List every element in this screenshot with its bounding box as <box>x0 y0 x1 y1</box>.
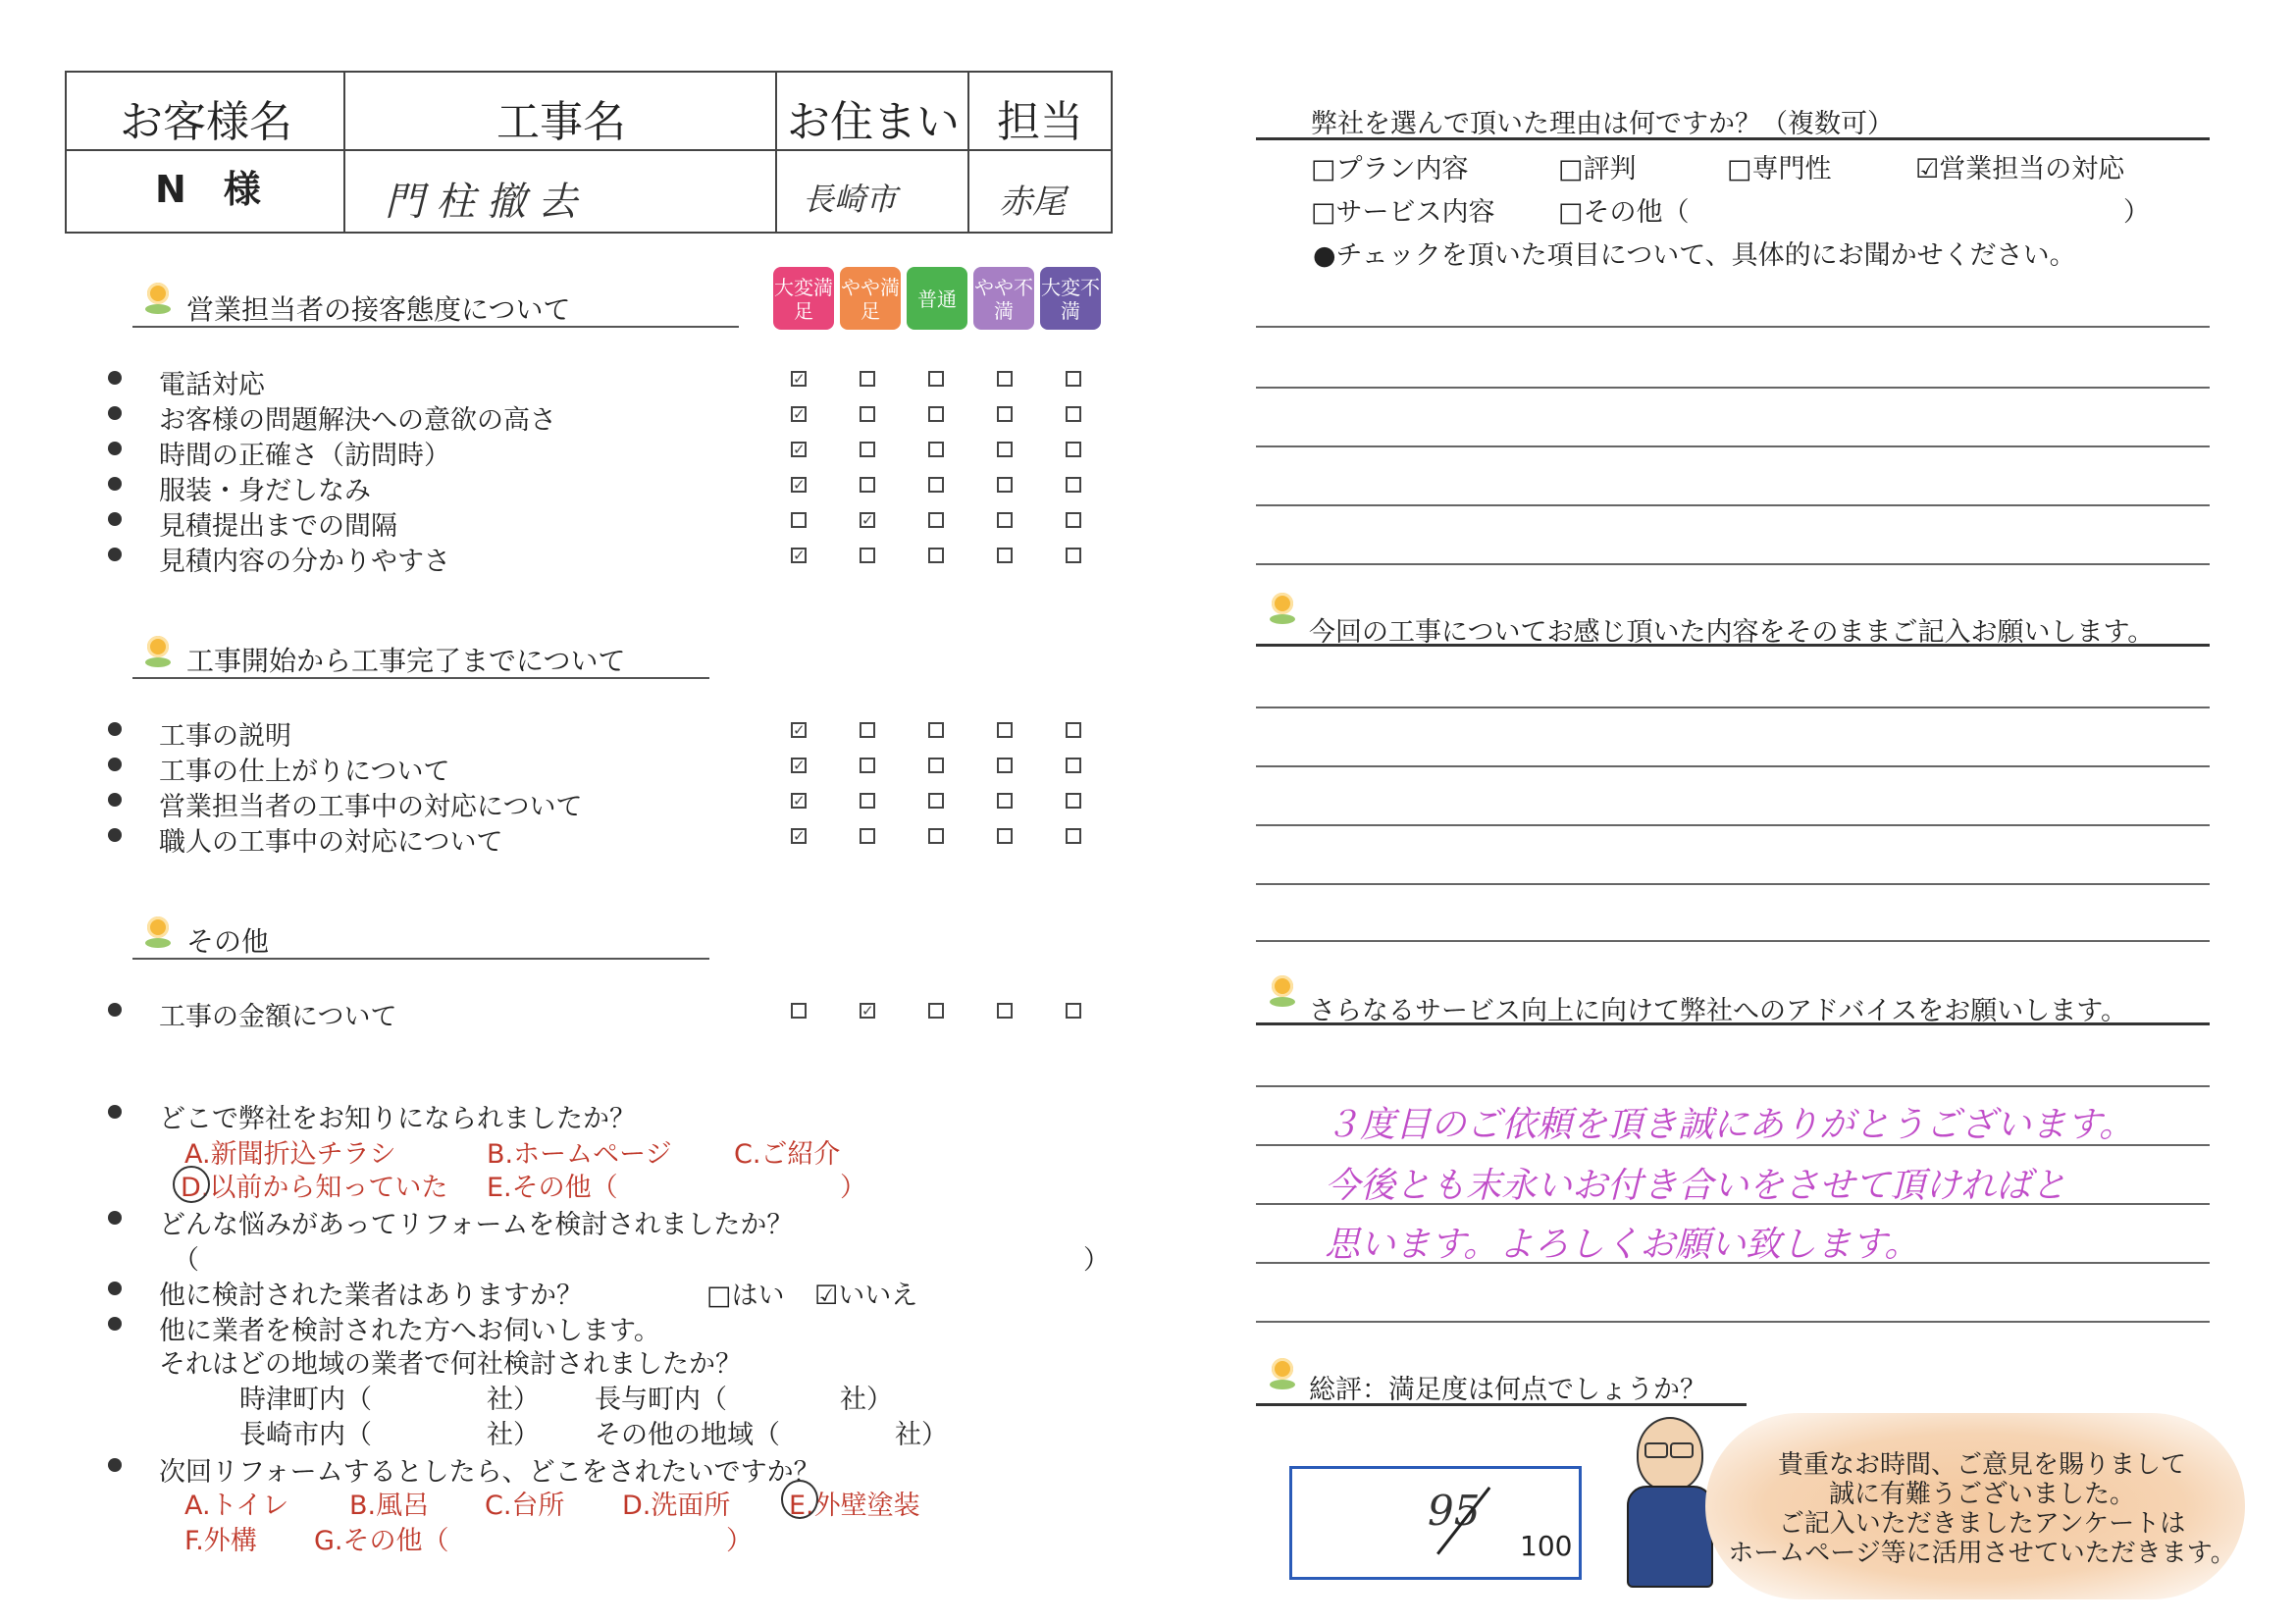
score-value: 95 <box>1428 1487 1481 1535</box>
next-option-d[interactable]: D.洗面所 <box>622 1491 731 1521</box>
rating-checkbox[interactable] <box>928 828 944 844</box>
mascot-illustration <box>1619 1413 1717 1590</box>
bullet <box>108 406 122 420</box>
rating-checkbox[interactable] <box>997 477 1013 493</box>
reason-expertise[interactable]: □専門性 <box>1727 154 1832 184</box>
impression-title: 今回の工事についてお感じ頂いた内容をそのままご記入お願いします。 <box>1309 617 2155 648</box>
concern-open: （ <box>173 1245 199 1276</box>
flower-icon <box>145 283 171 316</box>
reason-other[interactable]: □その他（ <box>1558 197 1690 228</box>
question-text: 他に業者を検討された方へお伺いします。 <box>159 1316 660 1346</box>
next-option-e[interactable]: E.外壁塗装 <box>789 1491 920 1521</box>
rating-checkbox[interactable] <box>860 442 875 457</box>
rating-checkbox[interactable] <box>1066 758 1081 773</box>
write-line <box>1256 707 2210 708</box>
rating-checkbox[interactable] <box>997 1003 1013 1019</box>
area-unit: 社） <box>895 1420 948 1450</box>
area-unit: 社） <box>487 1420 540 1450</box>
next-option-c[interactable]: C.台所 <box>485 1491 565 1521</box>
write-line <box>1256 940 2210 942</box>
rating-checkbox[interactable] <box>860 548 875 563</box>
section-other-title: その他 <box>186 925 270 958</box>
bullet <box>108 1458 122 1472</box>
area-unit: 社） <box>487 1385 540 1415</box>
reason-plan[interactable]: □プラン内容 <box>1311 154 1469 184</box>
question-text: 職人の工事中の対応について <box>159 827 503 858</box>
rating-checkbox[interactable]: ✓ <box>793 757 806 774</box>
question-text: 工事の金額について <box>159 1002 397 1032</box>
question-text: 電話対応 <box>159 370 265 400</box>
project-cell <box>345 73 777 232</box>
residence-cell <box>777 73 969 232</box>
customer-label: お客様名 <box>120 97 292 147</box>
advice-title: さらなるサービス向上に向けて弊社へのアドバイスをお願いします。 <box>1309 996 2128 1026</box>
question-text: お客様の問題解決への意欲の高さ <box>159 405 556 436</box>
rating-checkbox[interactable]: ✓ <box>861 1002 874 1020</box>
rating-checkbox[interactable] <box>997 722 1013 738</box>
rating-checkbox[interactable] <box>791 1003 807 1019</box>
advice-line-2: 今後とも末永いお付き合いをさせて頂ければと <box>1325 1166 2067 1206</box>
bullet <box>108 442 122 455</box>
rating-checkbox[interactable] <box>928 406 944 422</box>
rating-checkbox[interactable] <box>997 371 1013 387</box>
bullet <box>108 722 122 736</box>
bullet <box>108 548 122 561</box>
question-text: 営業担当者の工事中の対応について <box>159 792 583 822</box>
bullet <box>108 758 122 771</box>
score-title: 総評：満足度は何点でしょうか？ <box>1309 1375 1706 1405</box>
section-divider <box>132 677 709 679</box>
rating-checkbox[interactable] <box>1066 548 1081 563</box>
rating-badge: やや不満 <box>973 267 1034 330</box>
rating-checkbox[interactable]: ✓ <box>861 511 874 529</box>
staff-label: 担当 <box>997 97 1083 147</box>
rating-checkbox[interactable]: ✓ <box>793 441 806 458</box>
write-line <box>1256 1321 2210 1323</box>
staff-cell <box>969 73 1111 232</box>
section-divider <box>132 326 739 328</box>
thanks-line-1: 貴重なお時間、ご意見を賜りまして <box>1777 1450 2186 1480</box>
next-option-b[interactable]: B.風呂 <box>349 1491 430 1521</box>
rating-checkbox[interactable] <box>997 548 1013 563</box>
area-nagasaki: 長崎市内（ <box>239 1420 372 1450</box>
rating-badge: やや満足 <box>840 267 901 330</box>
next-option-g-close: ） <box>726 1526 753 1556</box>
mascot-glasses-icon <box>1644 1442 1668 1458</box>
question-text: 見積内容の分かりやすさ <box>159 547 450 577</box>
project-value: 門柱撤去 <box>385 180 589 225</box>
rating-checkbox[interactable] <box>1066 406 1081 422</box>
rating-checkbox[interactable] <box>928 548 944 563</box>
reason-other-close: ） <box>2123 197 2150 228</box>
rating-checkbox[interactable] <box>1066 371 1081 387</box>
area-others: その他の地域（ <box>595 1420 780 1450</box>
bullet <box>108 1317 122 1331</box>
rating-badge: 大変満足 <box>773 267 834 330</box>
rating-checkbox[interactable] <box>860 477 875 493</box>
rating-checkbox[interactable] <box>997 442 1013 457</box>
thanks-line-2: 誠に有難うございました。 <box>1828 1480 2135 1509</box>
rating-checkbox[interactable] <box>860 371 875 387</box>
rating-checkbox[interactable] <box>997 758 1013 773</box>
rating-checkbox[interactable] <box>928 477 944 493</box>
impression-divider <box>1256 644 2210 647</box>
rating-checkbox[interactable] <box>928 793 944 809</box>
rating-checkbox[interactable] <box>928 722 944 738</box>
rating-checkbox[interactable] <box>1066 512 1081 528</box>
write-line <box>1256 563 2210 565</box>
answer-no[interactable]: ☑いいえ <box>814 1281 918 1311</box>
residence-value: 長崎市 <box>803 181 898 218</box>
option-c[interactable]: C.ご紹介 <box>734 1139 841 1170</box>
flower-icon <box>1270 1358 1295 1391</box>
bullet <box>108 1003 122 1017</box>
bullet <box>108 1211 122 1225</box>
rating-checkbox[interactable] <box>860 722 875 738</box>
rating-checkbox[interactable] <box>1066 722 1081 738</box>
bullet <box>108 828 122 842</box>
header-table <box>65 71 1113 234</box>
rating-checkbox[interactable]: ✓ <box>793 792 806 810</box>
area-nagayo: 長与町内（ <box>595 1385 727 1415</box>
question-text: 工事の説明 <box>159 721 291 752</box>
answer-yes[interactable]: □はい <box>706 1281 785 1311</box>
next-option-a[interactable]: A.トイレ <box>184 1491 289 1521</box>
rating-checkbox[interactable]: ✓ <box>793 547 806 564</box>
rating-checkbox[interactable] <box>997 406 1013 422</box>
bullet <box>108 793 122 807</box>
rating-checkbox[interactable] <box>928 442 944 457</box>
reason-service[interactable]: □サービス内容 <box>1311 197 1495 228</box>
mascot-glasses-icon <box>1670 1442 1694 1458</box>
rating-checkbox[interactable] <box>860 758 875 773</box>
rating-checkbox[interactable] <box>1066 1003 1081 1019</box>
next-option-g[interactable]: G.その他（ <box>314 1526 449 1556</box>
staff-value: 赤尾 <box>999 183 1066 222</box>
rating-checkbox[interactable] <box>928 371 944 387</box>
write-line <box>1256 824 2210 826</box>
write-line <box>1256 883 2210 885</box>
write-line <box>1256 445 2210 447</box>
next-option-f[interactable]: F.外構 <box>184 1526 257 1556</box>
rating-checkbox[interactable]: ✓ <box>793 827 806 845</box>
flower-icon <box>145 916 171 950</box>
project-label: 工事名 <box>496 97 626 147</box>
flower-icon <box>145 636 171 669</box>
area-tokitsu: 時津町内（ <box>239 1385 372 1415</box>
reason-note: ●チェックを頂いた項目について、具体的にお聞かせください。 <box>1313 240 2076 271</box>
reason-reputation[interactable]: □評判 <box>1558 154 1637 184</box>
question-text: どこで弊社をお知りになられましたか？ <box>159 1104 636 1134</box>
section-construction-title: 工事開始から工事完了までについて <box>186 645 626 677</box>
question-text: 他に検討された業者はありますか？ <box>159 1281 583 1311</box>
section-attitude-title: 営業担当者の接客態度について <box>186 293 571 326</box>
advice-divider <box>1256 1022 2210 1025</box>
option-e-close: ） <box>840 1173 866 1203</box>
rating-checkbox[interactable]: ✓ <box>793 405 806 423</box>
write-line <box>1256 387 2210 389</box>
rating-checkbox[interactable] <box>1066 793 1081 809</box>
mascot-suit-icon <box>1627 1486 1713 1588</box>
flower-icon <box>1270 975 1295 1009</box>
residence-label: お住まい <box>787 97 960 147</box>
rating-checkbox[interactable]: ✓ <box>793 476 806 494</box>
selection-circle <box>173 1166 210 1203</box>
reason-title: 弊社を選んで頂いた理由は何ですか？（複数可） <box>1311 109 1894 139</box>
bullet <box>108 477 122 491</box>
option-a[interactable]: A.新聞折込チラシ <box>184 1139 396 1170</box>
concern-close: ） <box>1083 1245 1110 1276</box>
rating-checkbox[interactable]: ✓ <box>793 370 806 388</box>
advice-line-1: ３度目のご依頼を頂き誠にありがとうございます。 <box>1325 1105 2135 1145</box>
customer-cell <box>67 73 345 232</box>
write-line <box>1256 326 2210 328</box>
thanks-line-3: ご記入いただきましたアンケートは <box>1778 1509 2186 1539</box>
reason-divider <box>1256 137 2210 140</box>
question-area-sub: それはどの地域の業者で何社検討されましたか？ <box>159 1349 742 1380</box>
flower-icon <box>1270 593 1295 626</box>
rating-checkbox[interactable] <box>997 512 1013 528</box>
rating-checkbox[interactable] <box>791 512 807 528</box>
rating-badge: 大変不満 <box>1040 267 1101 330</box>
question-text: どんな悩みがあってリフォームを検討されましたか？ <box>159 1210 794 1240</box>
option-e[interactable]: E.その他（ <box>487 1173 618 1203</box>
reason-sales-response[interactable]: ☑営業担当の対応 <box>1915 154 2125 184</box>
thanks-line-4: ホームページ等に活用させていただきます。 <box>1728 1539 2236 1568</box>
option-b[interactable]: B.ホームページ <box>487 1139 672 1170</box>
question-text: 工事の仕上がりについて <box>159 757 450 787</box>
rating-checkbox[interactable] <box>1066 828 1081 844</box>
write-line <box>1256 504 2210 506</box>
area-unit: 社） <box>840 1385 893 1415</box>
rating-checkbox[interactable] <box>860 793 875 809</box>
bullet <box>108 512 122 526</box>
rating-checkbox[interactable] <box>860 406 875 422</box>
rating-checkbox[interactable] <box>928 758 944 773</box>
option-d[interactable]: D.以前から知っていた <box>181 1173 448 1203</box>
selection-circle <box>781 1480 818 1519</box>
bullet <box>108 1282 122 1295</box>
rating-checkbox[interactable] <box>1066 477 1081 493</box>
write-line <box>1256 765 2210 767</box>
rating-checkbox[interactable] <box>928 1003 944 1019</box>
rating-checkbox[interactable]: ✓ <box>793 721 806 739</box>
score-max: 100 <box>1520 1530 1573 1562</box>
question-text: 見積提出までの間隔 <box>159 511 397 542</box>
rating-checkbox[interactable] <box>928 512 944 528</box>
section-divider <box>132 958 709 960</box>
question-text: 次回リフォームするとしたら、どこをされたいですか？ <box>159 1457 820 1488</box>
rating-checkbox[interactable] <box>860 828 875 844</box>
question-text: 時間の正確さ（訪問時） <box>159 441 450 471</box>
rating-checkbox[interactable] <box>997 828 1013 844</box>
rating-checkbox[interactable] <box>997 793 1013 809</box>
question-text: 服装・身だしなみ <box>159 476 371 506</box>
bullet <box>108 371 122 385</box>
score-box[interactable] <box>1289 1466 1582 1580</box>
customer-value: N 様 <box>155 168 261 211</box>
rating-checkbox[interactable] <box>1066 442 1081 457</box>
score-divider <box>1256 1403 1747 1406</box>
write-line <box>1256 1085 2210 1087</box>
advice-line-3: 思います。よろしくお願い致します。 <box>1325 1225 1920 1265</box>
rating-badge: 普通 <box>907 267 967 330</box>
header-divider <box>67 149 1111 151</box>
bullet <box>108 1105 122 1119</box>
